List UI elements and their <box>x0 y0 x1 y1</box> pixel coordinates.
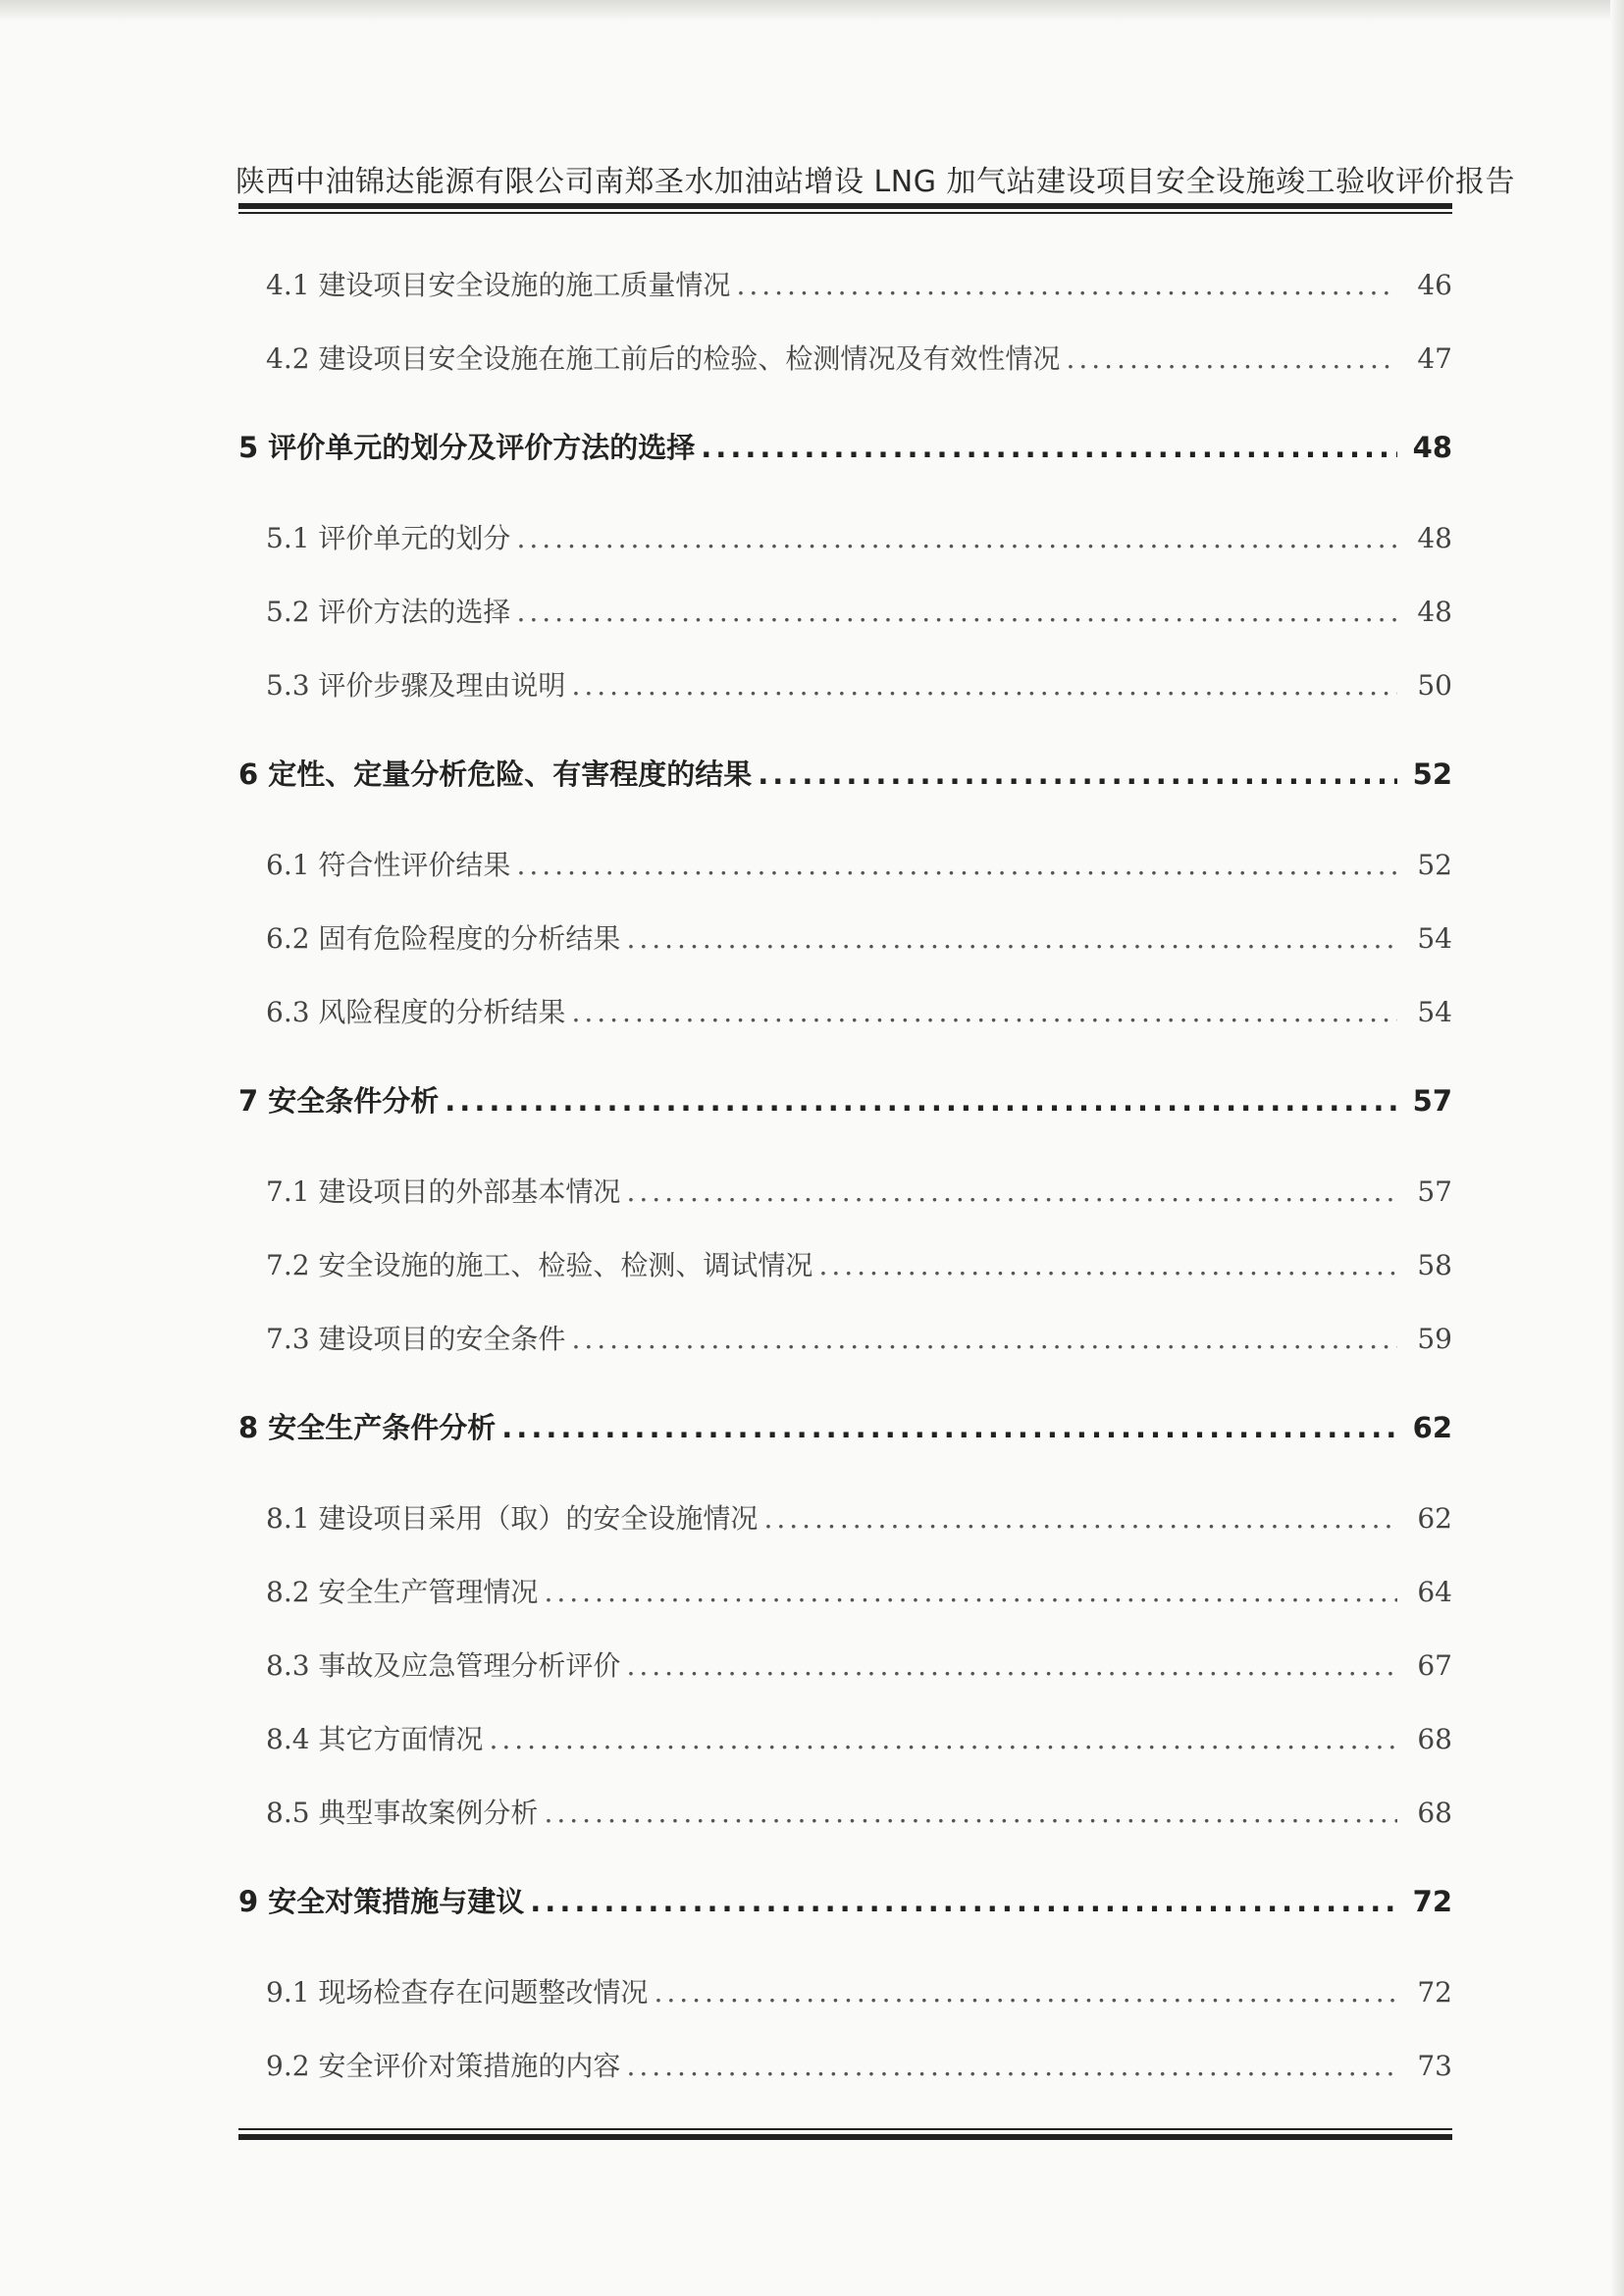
dot-leader <box>1066 342 1397 375</box>
toc-entry[interactable] <box>238 1318 1452 1357</box>
toc-chapter[interactable] <box>238 426 1452 466</box>
toc-entry-title: 9.2 安全评价对策措施的内容 <box>266 2050 621 2082</box>
toc-entry[interactable] <box>238 1497 1452 1537</box>
scan-edge <box>0 0 1624 22</box>
toc-page-number: 54 <box>1417 996 1452 1028</box>
toc-entry-title: 6.2 固有危险程度的分析结果 <box>266 922 621 955</box>
dot-leader <box>516 849 1397 881</box>
toc-entry-title: 8.3 事故及应急管理分析评价 <box>266 1649 621 1682</box>
toc-page-number: 57 <box>1417 1175 1452 1208</box>
toc-entry[interactable] <box>238 1571 1452 1610</box>
dot-leader <box>571 1323 1397 1355</box>
toc-entry-title: 9 安全对策措施与建议 <box>238 1885 525 1918</box>
toc-entry[interactable] <box>238 2045 1452 2084</box>
toc-entry-title: 8.2 安全生产管理情况 <box>266 1576 539 1608</box>
dot-leader <box>818 1249 1397 1281</box>
dot-leader <box>626 1649 1397 1682</box>
running-header: 陕西中油锦达能源有限公司南郑圣水加油站增设 LNG 加气站建设项目安全设施竣工验收评价报告 <box>236 165 1515 199</box>
toc-entry-title: 5.1 评价单元的划分 <box>266 522 511 554</box>
toc-entry-title: 7.1 建设项目的外部基本情况 <box>266 1175 621 1208</box>
toc-entry-title: 8.5 典型事故案例分析 <box>266 1797 539 1829</box>
toc-entry-title: 8 安全生产条件分析 <box>238 1411 497 1444</box>
toc-entry[interactable] <box>238 1171 1452 1210</box>
toc-entry[interactable] <box>238 1244 1452 1283</box>
toc-entry-title: 7 安全条件分析 <box>238 1084 440 1118</box>
toc-entry-title: 4.1 建设项目安全设施的施工质量情况 <box>266 269 731 301</box>
toc-chapter[interactable] <box>238 1079 1452 1120</box>
toc-page-number: 68 <box>1417 1723 1452 1755</box>
dot-leader <box>516 596 1397 628</box>
dot-leader <box>544 1797 1397 1829</box>
toc-entry[interactable] <box>238 1718 1452 1757</box>
toc-entry[interactable] <box>238 338 1452 377</box>
toc-page-number: 62 <box>1417 1502 1452 1535</box>
dot-leader <box>544 1576 1397 1608</box>
toc-entry[interactable] <box>238 991 1452 1030</box>
toc-page-number: 48 <box>1417 522 1452 554</box>
toc-page-number: 57 <box>1412 1084 1452 1118</box>
toc-entry-title: 6.3 风险程度的分析结果 <box>266 996 566 1028</box>
footer-rule <box>238 2128 1452 2130</box>
toc-entry[interactable] <box>238 1792 1452 1831</box>
toc-entry[interactable] <box>238 1644 1452 1684</box>
dot-leader <box>571 996 1397 1028</box>
toc-page-number: 64 <box>1417 1576 1452 1608</box>
toc-entry-title: 6.1 符合性评价结果 <box>266 849 511 881</box>
toc-entry-title: 9.1 现场检查存在问题整改情况 <box>266 1976 649 2009</box>
toc-page-number: 68 <box>1417 1797 1452 1829</box>
toc-entry[interactable] <box>238 517 1452 556</box>
dot-leader <box>501 1411 1397 1444</box>
header-rule <box>238 212 1452 214</box>
toc-entry[interactable] <box>238 591 1452 630</box>
toc-entry-title: 5.2 评价方法的选择 <box>266 596 511 628</box>
toc-entry-title: 8.4 其它方面情况 <box>266 1723 484 1755</box>
toc-page-number: 72 <box>1417 1976 1452 2009</box>
toc-entry-title: 8.1 建设项目采用（取）的安全设施情况 <box>266 1502 759 1535</box>
toc-page-number: 48 <box>1412 431 1452 464</box>
toc-entry-title: 7.2 安全设施的施工、检验、检测、调试情况 <box>266 1249 813 1281</box>
toc-page-number: 50 <box>1417 669 1452 702</box>
toc-page-number: 59 <box>1417 1323 1452 1355</box>
toc-page-number: 54 <box>1417 922 1452 955</box>
dot-leader <box>736 269 1397 301</box>
dot-leader <box>571 669 1397 702</box>
dot-leader <box>626 922 1397 955</box>
toc-entry-title: 4.2 建设项目安全设施在施工前后的检验、检测情况及有效性情况 <box>266 342 1061 375</box>
toc-page-number: 48 <box>1417 596 1452 628</box>
scan-edge <box>1610 0 1624 2296</box>
dot-leader <box>654 1976 1397 2009</box>
toc-chapter[interactable] <box>238 753 1452 793</box>
header-rule <box>238 203 1452 209</box>
toc-page-number: 67 <box>1417 1649 1452 1682</box>
toc-page-number: 46 <box>1417 269 1452 301</box>
toc-page-number: 58 <box>1417 1249 1452 1281</box>
dot-leader <box>530 1885 1397 1918</box>
toc-page-number: 72 <box>1412 1885 1452 1918</box>
footer-rule <box>238 2134 1452 2140</box>
dot-leader <box>445 1084 1397 1118</box>
toc-entry-title: 6 定性、定量分析危险、有害程度的结果 <box>238 757 753 791</box>
toc-page-number: 52 <box>1417 849 1452 881</box>
dot-leader <box>763 1502 1397 1535</box>
toc-page-number: 47 <box>1417 342 1452 375</box>
toc-entry[interactable] <box>238 1971 1452 2010</box>
toc-chapter[interactable] <box>238 1880 1452 1920</box>
toc-page-number: 62 <box>1412 1411 1452 1444</box>
toc-chapter[interactable] <box>238 1406 1452 1446</box>
toc-entry[interactable] <box>238 264 1452 303</box>
toc-entry[interactable] <box>238 664 1452 704</box>
dot-leader <box>701 431 1397 464</box>
toc-entry-title: 5 评价单元的划分及评价方法的选择 <box>238 431 696 464</box>
dot-leader <box>489 1723 1397 1755</box>
toc-entry[interactable] <box>238 917 1452 957</box>
toc-entry-title: 5.3 评价步骤及理由说明 <box>266 669 566 702</box>
dot-leader <box>626 2050 1397 2082</box>
toc-page-number: 52 <box>1412 757 1452 791</box>
dot-leader <box>758 757 1397 791</box>
toc-entry[interactable] <box>238 844 1452 883</box>
toc-page-number: 73 <box>1417 2050 1452 2082</box>
dot-leader <box>516 522 1397 554</box>
toc-entry-title: 7.3 建设项目的安全条件 <box>266 1323 566 1355</box>
dot-leader <box>626 1175 1397 1208</box>
